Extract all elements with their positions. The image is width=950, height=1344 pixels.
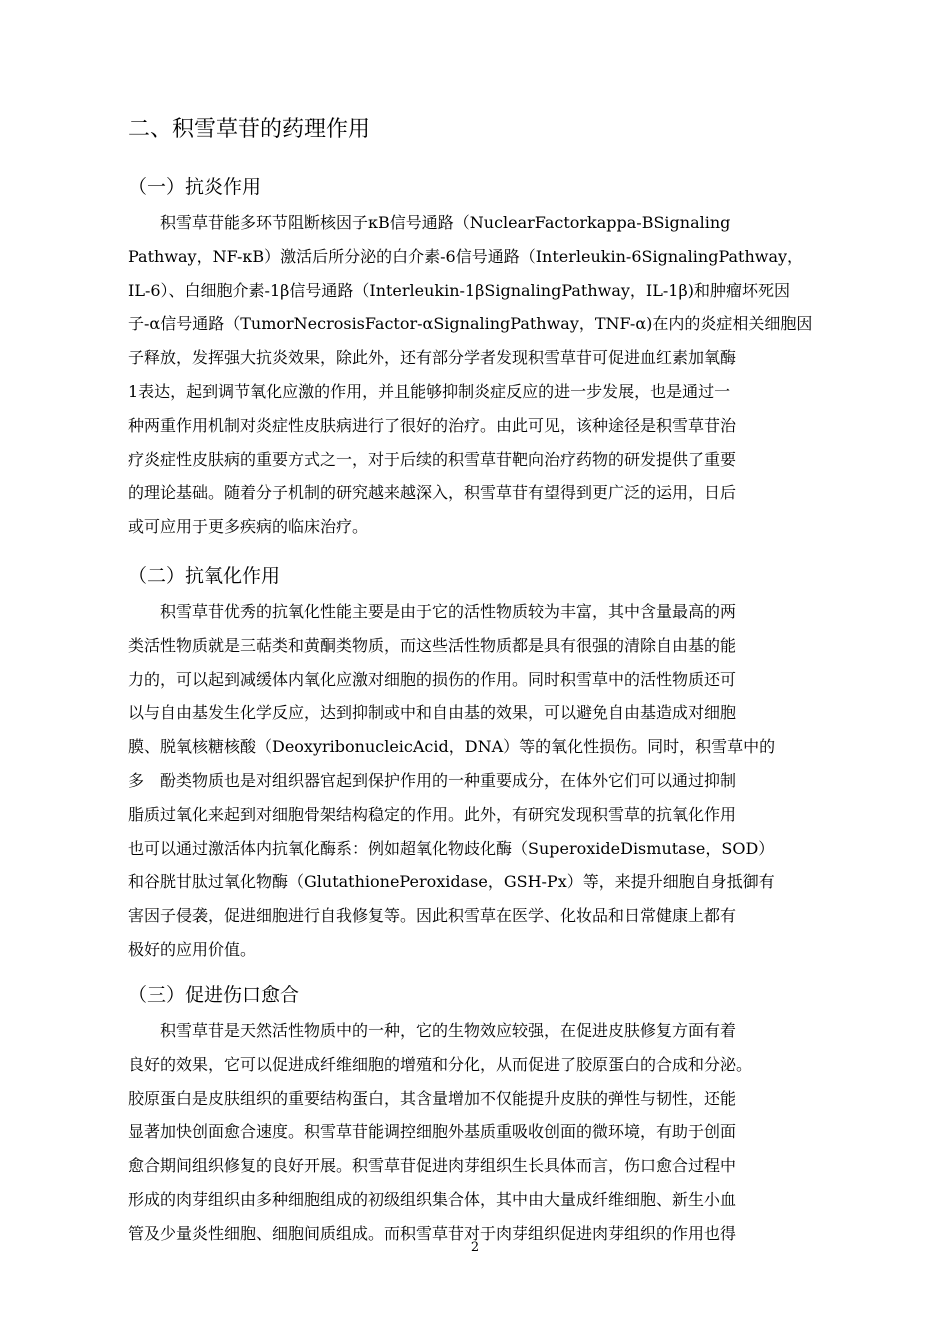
text-line: 1表达，起到调节氧化应激的作用，并且能够抑制炎症反应的进一步发展，也是通过一 [128, 381, 731, 401]
section-title-wound-healing: （三）促进伤口愈合 [128, 984, 300, 1006]
text-line: 力的，可以起到减缓体内氧化应激对细胞的损伤的作用。同时积雪草中的活性物质还可 [128, 669, 737, 689]
text-line: 种两重作用机制对炎症性皮肤病进行了很好的治疗。由此可见，该种途径是积雪草苷治 [128, 415, 737, 435]
text-line: 子-α信号通路（TumorNecrosisFactor-αSignalingPathway，TNF-α)在内的炎症相关细胞因 [128, 314, 813, 334]
text-line: 积雪草苷优秀的抗氧化性能主要是由于它的活性物质较为丰富，其中含量最高的两 [128, 602, 737, 621]
text-line: 膜、脱氧核糖核酸（DeoxyribonucleicAcid，DNA）等的氧化性损伤。同时，积雪草中的 [128, 737, 776, 757]
section-title-anti-inflammatory: （一）抗炎作用 [128, 176, 262, 198]
text-line: 以与自由基发生化学反应，达到抑制或中和自由基的效果，可以避免自由基造成对细胞 [128, 703, 737, 723]
text-line: 子释放，发挥强大抗炎效果，除此外，还有部分学者发现积雪草苷可促进血红素加氧酶 [128, 348, 737, 368]
text-line: 也可以通过激活体内抗氧化酶系：例如超氧化物歧化酶（SuperoxideDismutase，SOD） [128, 838, 775, 858]
text-line: 显著加快创面愈合速度。积雪草苷能调控细胞外基质重吸收创面的微环境，有助于创面 [128, 1122, 737, 1142]
text-line: 脂质过氧化来起到对细胞骨架结构稳定的作用。此外，有研究发现积雪草的抗氧化作用 [128, 804, 737, 824]
text-line: 和谷胱甘肽过氧化物酶（GlutathionePeroxidase，GSH-Px）等，来提升细胞自身抵御有 [128, 872, 775, 892]
text-line: 的理论基础。随着分子机制的研究越来越深入，积雪草苷有望得到更广泛的运用，日后 [128, 483, 737, 503]
text-line: 形成的肉芽组织由多种细胞组成的初级组织集合体，其中由大量成纤维细胞、新生小血 [128, 1189, 737, 1209]
text-line: 胶原蛋白是皮肤组织的重要结构蛋白，其含量增加不仅能提升皮肤的弹性与韧性，还能 [128, 1088, 737, 1108]
paragraph-antioxidant [128, 595, 858, 967]
text-line: 疗炎症性皮肤病的重要方式之一，对于后续的积雪草苷靶向治疗药物的研发提供了重要 [128, 449, 737, 469]
page-number: 2 [470, 1240, 480, 1255]
text-line: 良好的效果，它可以促进成纤维细胞的增殖和分化，从而促进了胶原蛋白的合成和分泌。 [128, 1054, 753, 1074]
text-line: 愈合期间组织修复的良好开展。积雪草苷促进肉芽组织生长具体而言，伤口愈合过程中 [128, 1156, 737, 1176]
text-line: Pathway，NF-κB）激活后所分泌的白介素-6信号通路（Interleukin-6SignalingPathway， [128, 246, 804, 266]
main-heading: 二、积雪草苷的药理作用 [128, 117, 371, 142]
paragraph-anti-inflammatory [128, 206, 858, 544]
text-line: IL-6）、白细胞介素-1β信号通路（Interleukin-1βSignalingPathway，IL-1β)和肿瘤坏死因 [128, 280, 790, 300]
text-line: 或可应用于更多疾病的临床治疗。 [128, 517, 369, 537]
paragraph-wound-healing [128, 1014, 858, 1251]
text-line: 管及少量炎性细胞、细胞间质组成。而积雪草苷对于肉芽组织促进肉芽组织的作用也得 [128, 1223, 737, 1243]
text-line: 极好的应用价值。 [128, 939, 257, 959]
text-line: 多 酚类物质也是对组织器官起到保护作用的一种重要成分，在体外它们可以通过抑制 [128, 770, 737, 790]
text-line: 积雪草苷能多环节阻断核因子κB信号通路（NuclearFactorkappa-BSignaling [128, 213, 731, 232]
text-line: 类活性物质就是三萜类和黄酮类物质，而这些活性物质都是具有很强的清除自由基的能 [128, 635, 737, 655]
text-line: 害因子侵袭，促进细胞进行自我修复等。因此积雪草在医学、化妆品和日常健康上都有 [128, 906, 737, 926]
section-title-antioxidant: （二）抗氧化作用 [128, 565, 281, 587]
text-line: 积雪草苷是天然活性物质中的一种，它的生物效应较强，在促进皮肤修复方面有着 [128, 1021, 737, 1040]
